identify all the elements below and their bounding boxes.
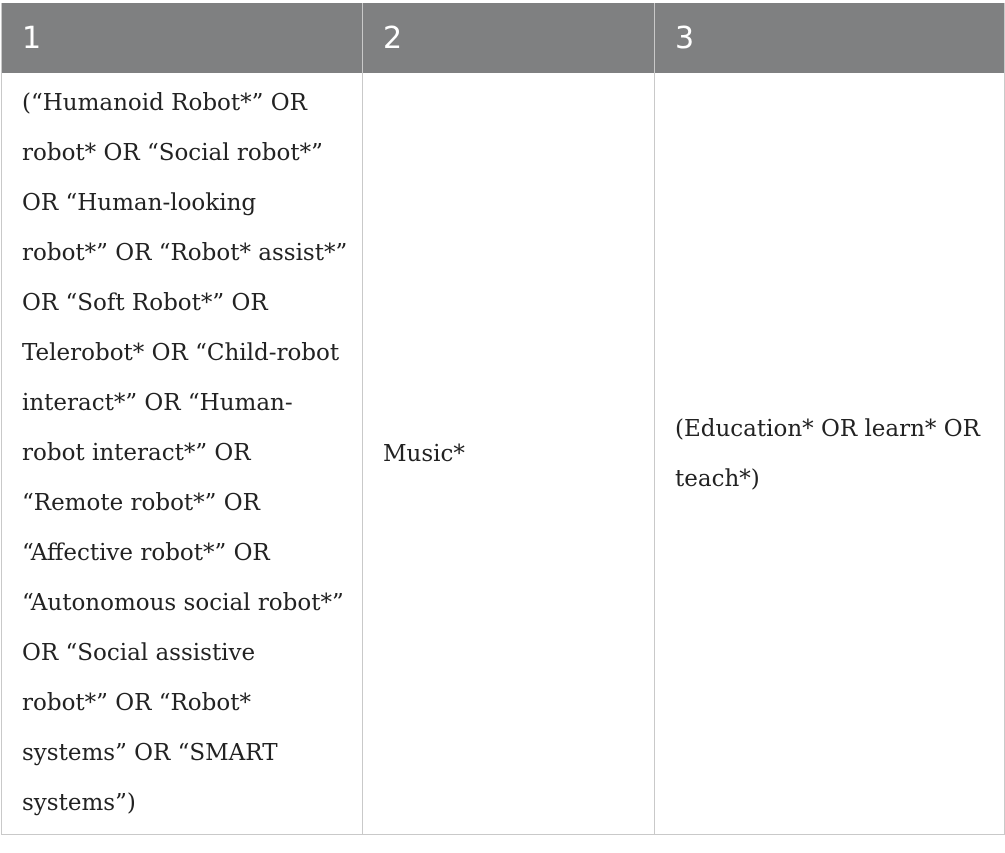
education-terms-cell: (Education* OR learn* OR teach*) — [655, 73, 1005, 835]
column-header-3: 3 — [655, 3, 1005, 73]
table-header — [2, 3, 1005, 73]
column-header-1: 1 — [2, 3, 363, 73]
music-terms-cell: Music* — [363, 73, 655, 835]
robot-terms-cell: (“Humanoid Robot*” OR robot* OR “Social robot*” OR “Human-looking robot*” OR “Robot* assist*” OR “Soft Robot*” OR Telerobot* OR “Child-robot interact*” OR “Human-robot interact*” OR “Remote robot*” OR “Affective robot*” OR “Autonomous social robot*” OR “Social assistive robot*” OR “Robot* systems” OR “SMART systems”) — [2, 73, 363, 835]
header-row — [2, 3, 1005, 73]
table-row — [2, 73, 1005, 835]
column-header-2: 2 — [363, 3, 655, 73]
search-terms-table — [1, 3, 1005, 835]
table-body — [2, 73, 1005, 835]
